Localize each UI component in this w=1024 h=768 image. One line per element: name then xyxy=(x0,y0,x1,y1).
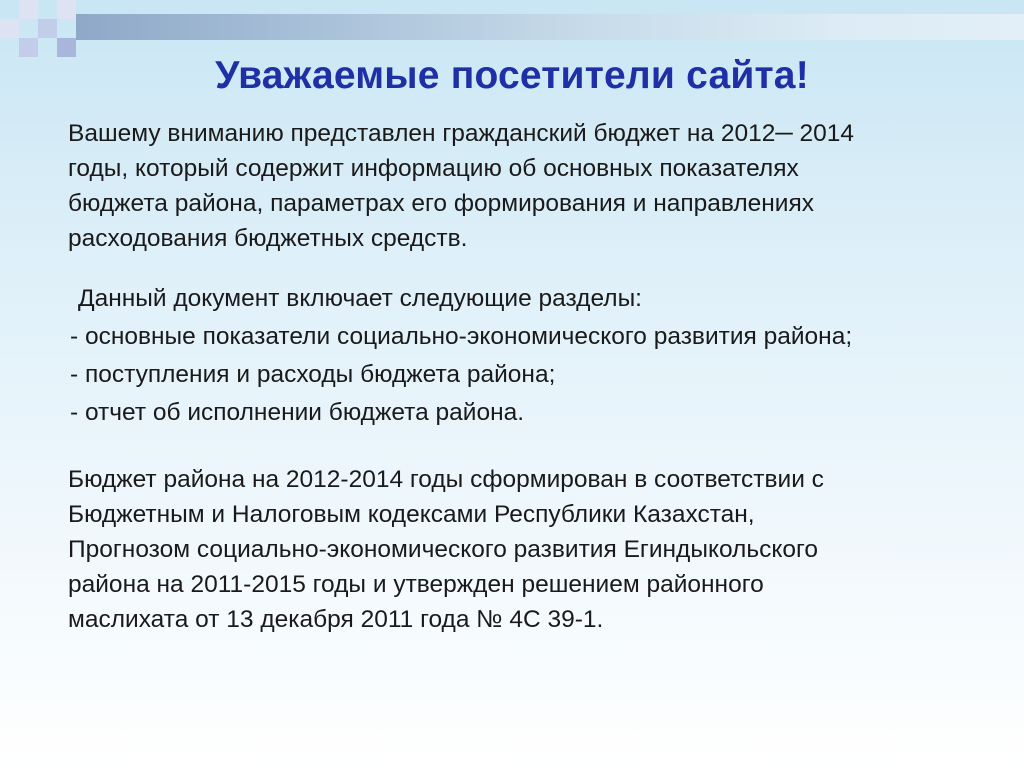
closing-line: района на 2011-2015 годы и утвержден решением районного xyxy=(68,571,764,598)
decorative-header xyxy=(0,0,1024,60)
intro-line: расходования бюджетных средств. xyxy=(68,225,468,252)
closing-line: маслихата от 13 декабря 2011 года № 4С 39-1. xyxy=(68,606,604,633)
closing-line: Прогнозом социально-экономического развития Егиндыкольского xyxy=(68,536,819,563)
closing-paragraph xyxy=(68,462,824,637)
sections-heading: Данный документ включает следующие разделы: xyxy=(78,285,642,312)
deco-square xyxy=(0,19,19,38)
intro-line: бюджета района, параметрах его формирования и направлениях xyxy=(68,190,814,217)
section-item: - отчет об исполнении бюджета района. xyxy=(70,399,525,426)
section-item: - основные показатели социально-экономического развития района; xyxy=(70,323,853,350)
slide-title: Уважаемые посетители сайта! xyxy=(215,54,809,97)
sections-list xyxy=(70,280,852,432)
intro-paragraph xyxy=(68,116,854,256)
header-gradient-band xyxy=(76,14,1024,40)
section-item: - поступления и расходы бюджета района; xyxy=(70,361,556,388)
intro-line: Вашему вниманию представлен гражданский бюджет на 2012─ 2014 xyxy=(68,120,855,147)
intro-line: годы, который содержит информацию об основных показателях xyxy=(68,155,799,182)
deco-square xyxy=(38,19,57,38)
deco-square xyxy=(57,0,76,19)
closing-line: Бюджетным и Налоговым кодексами Республики Казахстан, xyxy=(68,501,755,528)
deco-square xyxy=(19,0,38,19)
closing-line: Бюджет района на 2012-2014 годы сформирован в соответствии с xyxy=(68,466,824,493)
